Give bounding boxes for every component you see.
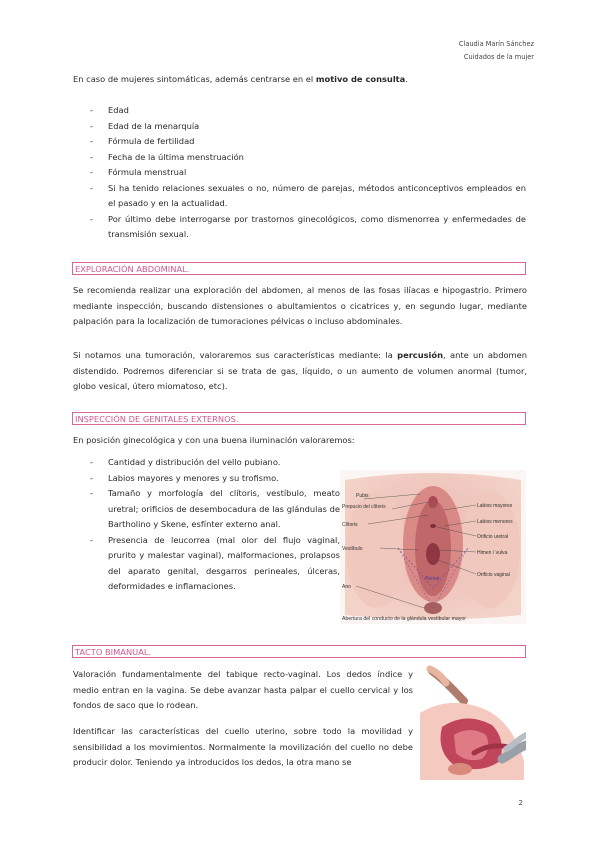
label-left: Ano xyxy=(342,584,351,590)
page-number: 2 xyxy=(518,799,523,807)
section-title-exploracion-abdominal: EXPLORACIÓN ABDOMINAL. xyxy=(72,262,526,275)
abdominal-paragraph-2: Si notamos una tumoración, valoraremos sus características mediante: la percusión, ante un abdomen distendido. Podremos diferenciar si se trata de gas, líquido, o un aumento de volumen anormal (tumor, globo vesical, útero miomatoso, etc). xyxy=(73,350,527,391)
anamnesis-list xyxy=(90,103,526,243)
abdominal-paragraph-1: Se recomienda realizar una exploración del abdomen, al menos de las fosas ilíacas e hipogastrio. Primero mediante inspección, buscando distensiones o abultamientos o cicatrices y, en segundo lugar, mediante palpación para la localización de tumoraciones pélvicas o incluso abdominales. xyxy=(73,285,527,326)
label-right: Orificio vaginal xyxy=(477,572,510,578)
label-center: Periné xyxy=(425,576,440,582)
bimanual-figure xyxy=(420,665,526,780)
list-item: - Cantidad y distribución del vello pubiano. xyxy=(90,455,340,471)
figure-caption: Abertura del conducto de la glándula vestibular mayor xyxy=(342,616,466,622)
list-item: - Tamaño y morfología del clítoris, vestíbulo, meato uretral; orificios de desembocadura de las glándulas de Bartholino y Skene, esfínter externo anal. xyxy=(90,486,340,533)
label-right: Labios mayores xyxy=(477,503,513,509)
list-item: - Edad de la menarquía xyxy=(90,119,526,135)
intro-paragraph: En caso de mujeres sintomáticas, además centrarse en el motivo de consulta. xyxy=(73,74,408,84)
list-item: - Fecha de la última menstruación xyxy=(90,150,526,166)
header-author: Claudia Marín Sánchez xyxy=(458,40,534,48)
list-item: - Edad xyxy=(90,103,526,119)
label-right: Himen / vulva xyxy=(477,550,508,556)
genitalia-figure xyxy=(340,470,526,624)
list-item: - Presencia de leucorrea (mal olor del flujo vaginal, prurito y malestar vaginal), malformaciones, prolapsos del aparato genital, desgarros perineales, úlceras, deformidades e inflamaciones. xyxy=(90,533,340,595)
section-title-inspeccion-genitales: INSPECCIÓN DE GENITALES EXTERNOS. xyxy=(72,412,526,425)
list-item: - Si ha tenido relaciones sexuales o no, número de parejas, métodos anticonceptivos empleados en el pasado y en la actualidad. xyxy=(90,181,526,212)
bimanual-paragraph-1: Valoración fundamentalmente del tabique recto-vaginal. Los dedos índice y medio entran en la vagina. Se debe avanzar hasta palpar el cuello cervical y los fondos de saco que lo rodean. xyxy=(73,669,413,710)
bimanual-illustration xyxy=(420,665,526,780)
percusion-bold: percusión xyxy=(397,350,444,360)
header-subject: Cuidados de la mujer xyxy=(463,53,534,61)
inspection-intro: En posición ginecológica y con una buena iluminación valoraremos: xyxy=(73,435,355,445)
section-title-tacto-bimanual: TACTO BIMANUAL. xyxy=(72,645,526,658)
label-left: Vestíbulo xyxy=(342,546,363,552)
genitalia-illustration xyxy=(340,470,526,624)
bimanual-paragraph-2: Identificar las características del cuello uterino, sobre todo la movilidad y sensibilidad a los movimientos. Normalmente la movilización del cuello no debe producir dolor. Teniendo ya introducidos los dedos, la otra mano se xyxy=(73,726,413,767)
list-item: - Fórmula menstrual xyxy=(90,165,526,181)
label-left: Clítoris xyxy=(342,522,358,528)
label-right: Orificio uretral xyxy=(477,534,509,540)
label-right: Labios menores xyxy=(477,519,513,525)
list-item: - Fórmula de fertilidad xyxy=(90,134,526,150)
label-left: Prepucio del clítoris xyxy=(342,504,386,510)
list-item: - Labios mayores y menores y su trofismo. xyxy=(90,471,340,487)
list-item: - Por último debe interrogarse por trastornos ginecológicos, como dismenorrea y enfermedades de transmisión sexual. xyxy=(90,212,526,243)
label-left: Pubis xyxy=(356,493,369,499)
page-header xyxy=(459,38,534,64)
inspection-list xyxy=(90,455,340,595)
intro-bold: motivo de consulta xyxy=(315,74,406,84)
